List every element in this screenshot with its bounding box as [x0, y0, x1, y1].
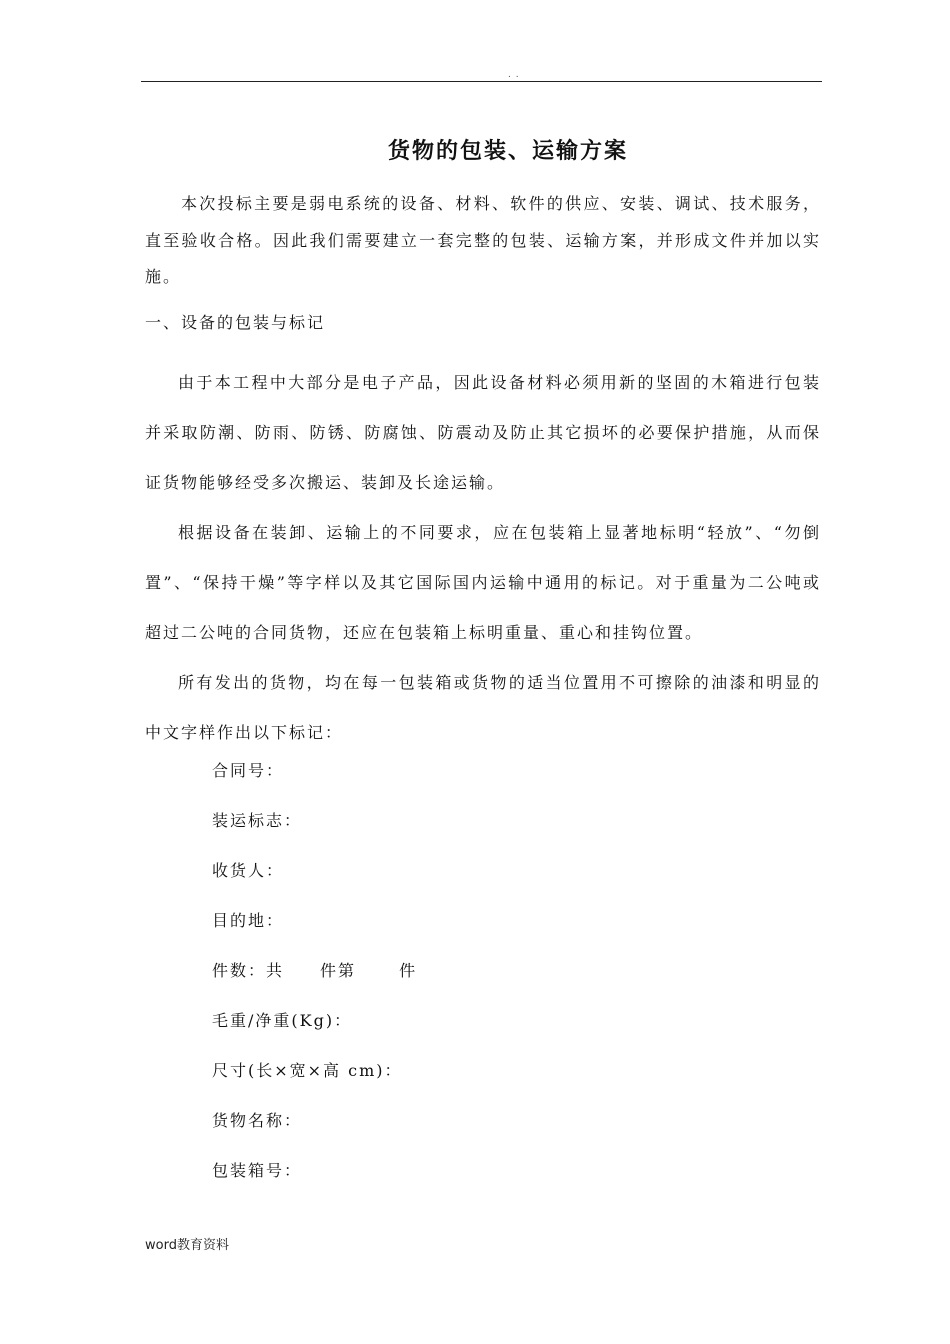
field-shipping-mark: 装运标志：: [212, 811, 303, 830]
field-goods-name: 货物名称：: [212, 1111, 303, 1130]
field-package-count: 件数：共 件第 件: [212, 961, 418, 980]
field-consignee: 收货人：: [212, 861, 285, 880]
marking-requirements-paragraph: 根据设备在装卸、运输上的不同要求，应在包装箱上显著地标明“轻放”、“勿倒置”、“保持干燥”等字样以及其它国际国内运输中通用的标记。对于重量为二公吨或超过二公吨的合同货物，还应在包装箱上标明重量、重心和挂钩位置。: [145, 523, 821, 642]
header-rule: [141, 81, 822, 82]
footer-text: word教育资料: [145, 1238, 229, 1253]
header-marker: . .: [508, 70, 520, 80]
section-heading: 一、设备的包装与标记: [145, 313, 326, 332]
field-weight: 毛重/净重(Kg)：: [212, 1011, 353, 1030]
packaging-paragraph: 由于本工程中大部分是电子产品，因此设备材料必须用新的坚固的木箱进行包装并采取防潮、防雨、防锈、防腐蚀、防震动及防止其它损坏的必要保护措施，从而保证货物能够经受多次搬运、装卸及长途运输。: [145, 373, 821, 492]
document-title: 货物的包装、运输方案: [387, 138, 628, 164]
field-dimensions: 尺寸(长×宽×高 cm)：: [212, 1061, 403, 1080]
field-contract-number: 合同号：: [212, 761, 285, 780]
field-destination: 目的地：: [212, 911, 285, 930]
field-box-number: 包装箱号：: [212, 1161, 303, 1180]
intro-paragraph: 本次投标主要是弱电系统的设备、材料、软件的供应、安装、调试、技术服务，直至验收合格。因此我们需要建立一套完整的包装、运输方案，并形成文件并加以实施。: [145, 194, 821, 286]
marking-intro-paragraph: 所有发出的货物，均在每一包装箱或货物的适当位置用不可擦除的油漆和明显的中文字样作出以下标记：: [145, 673, 821, 742]
